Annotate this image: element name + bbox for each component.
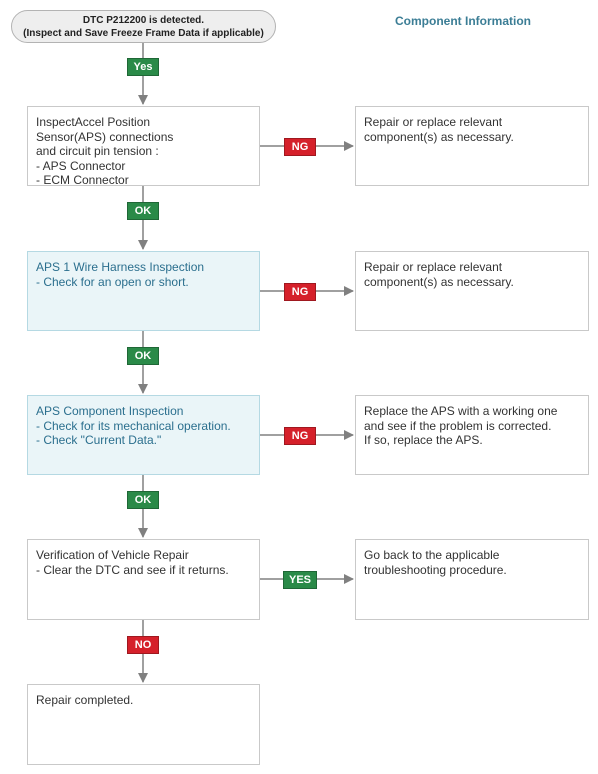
step-1-line: and circuit pin tension : [36,144,159,158]
final-box [27,684,260,765]
step-1-line: InspectAccel Position [36,115,151,129]
step-3-line: - Check for its mechanical operation. [36,418,231,433]
yes-badge-start: Yes [127,58,159,76]
step-1-line: Sensor(APS) connections [36,129,174,144]
step-1-line: - APS Connector [36,158,126,173]
step-1-box [27,106,260,186]
action-1-line: component(s) as necessary. [364,129,514,144]
step-3-line: - Check "Current Data." [36,433,162,447]
start-line-1: DTC P212200 is detected. [82,15,205,26]
step-4-line: - Clear the DTC and see if it returns. [36,562,229,577]
action-box-step-3 [355,395,589,475]
action-1-line: Repair or replace relevant [364,115,503,129]
step-1-line: - ECM Connector [36,173,129,187]
start-node [11,10,276,43]
step-3-line: APS Component Inspection [36,404,184,418]
action-3-line: and see if the problem is corrected. [364,418,552,433]
action-3-line: If so, replace the APS. [364,433,483,447]
action-4-line: troubleshooting procedure. [364,562,507,577]
ng-badge-step-1: NG [284,138,316,156]
ng-badge-step-2: NG [284,283,316,301]
action-box-step-1 [355,106,589,186]
yes-badge-step-4: YES [283,571,317,589]
no-badge-step-4: NO [127,636,159,654]
start-line-2: (Inspect and Save Freeze Frame Data if applicable) [23,28,264,39]
component-information-heading: Component Information [395,14,531,28]
action-2-line: Repair or replace relevant [364,260,503,274]
step-3-box [27,395,260,475]
final-text: Repair completed. [36,693,134,707]
action-4-line: Go back to the applicable [364,548,500,562]
action-3-line: Replace the APS with a working one [364,404,558,418]
action-box-step-4 [355,539,589,620]
ok-badge-step-3: OK [127,491,159,509]
ng-badge-step-3: NG [284,427,316,445]
ok-badge-step-2: OK [127,347,159,365]
step-4-line: Verification of Vehicle Repair [36,548,189,562]
ok-badge-step-1: OK [127,202,159,220]
step-2-line: - Check for an open or short. [36,274,189,289]
step-2-line: APS 1 Wire Harness Inspection [36,260,205,274]
action-box-step-2 [355,251,589,331]
step-2-box [27,251,260,331]
action-2-line: component(s) as necessary. [364,274,514,289]
step-4-box [27,539,260,620]
